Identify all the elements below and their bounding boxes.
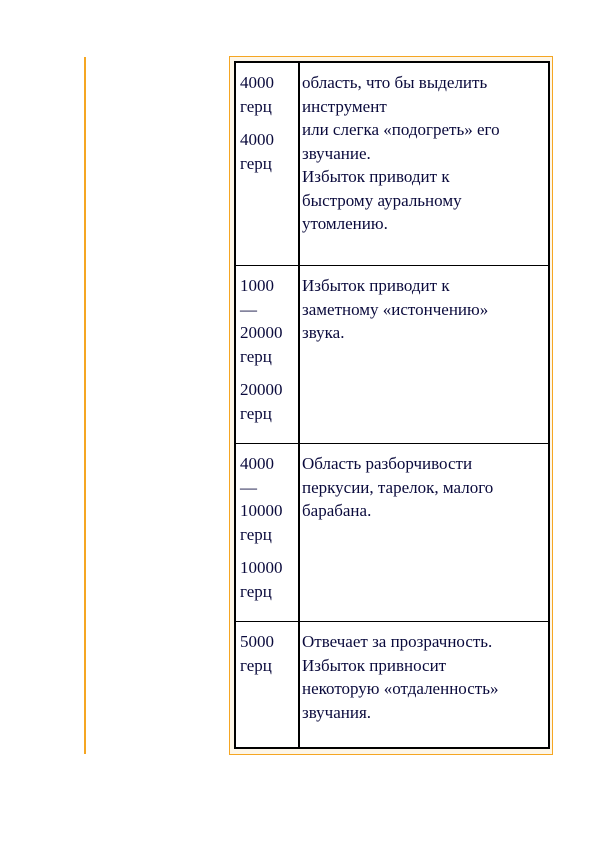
- frequency-value: 10000: [240, 501, 283, 520]
- description-line: быстрому ауральному: [302, 190, 462, 210]
- description-line: утомлению.: [302, 214, 388, 233]
- description-line: инструмент: [302, 96, 387, 116]
- description-line: область, что бы выделить: [302, 73, 488, 92]
- description-line: Отвечает за прозрачность.: [302, 632, 493, 651]
- frequency-value: 4000: [240, 130, 274, 149]
- description-line: Избыток приводит к: [302, 276, 450, 295]
- frequency-cell: [240, 630, 296, 677]
- description-line: Избыток приводит к: [302, 167, 450, 186]
- frequency-value: 20000: [240, 380, 283, 399]
- description-line: или слегка «подогреть» его: [302, 120, 500, 139]
- table-row: [236, 622, 548, 747]
- frequency-value: 5000: [240, 632, 274, 651]
- table-row: [236, 63, 548, 265]
- frequency-cell: [240, 71, 296, 175]
- frequency-dash: —: [240, 299, 257, 319]
- frequency-unit: герц: [240, 96, 272, 116]
- frequency-value: 4000: [240, 73, 274, 92]
- description-line: звучания.: [302, 702, 372, 722]
- frequency-unit: герц: [240, 403, 272, 423]
- frequency-table: [234, 61, 550, 749]
- frequency-unit: герц: [240, 524, 272, 544]
- description-line: звучание.: [302, 143, 371, 163]
- frequency-cell: [240, 274, 296, 425]
- table-row: [236, 266, 548, 443]
- description-line: звука.: [302, 323, 345, 342]
- description-line: Область разборчивости: [302, 454, 473, 473]
- frequency-unit: герц: [240, 153, 272, 173]
- description-cell: [302, 630, 546, 724]
- description-line: заметному «истончению»: [302, 299, 489, 319]
- frequency-value: 20000: [240, 323, 283, 342]
- frequency-value: 4000: [240, 454, 274, 473]
- frequency-unit: герц: [240, 346, 272, 366]
- frequency-unit: герц: [240, 655, 272, 675]
- page-margin-rule: [84, 57, 86, 754]
- table-row: [236, 444, 548, 621]
- description-cell: [302, 274, 546, 345]
- description-line: барабана.: [302, 501, 372, 520]
- description-line: некоторую «отдаленность»: [302, 679, 499, 698]
- frequency-unit: герц: [240, 581, 272, 601]
- frequency-value: 10000: [240, 558, 283, 577]
- description-line: Избыток привносит: [302, 655, 447, 675]
- description-cell: [302, 71, 546, 236]
- description-line: перкусии, тарелок, малого: [302, 477, 494, 497]
- frequency-dash: —: [240, 477, 257, 497]
- frequency-cell: [240, 452, 296, 603]
- frequency-value: 1000: [240, 276, 274, 295]
- description-cell: [302, 452, 546, 523]
